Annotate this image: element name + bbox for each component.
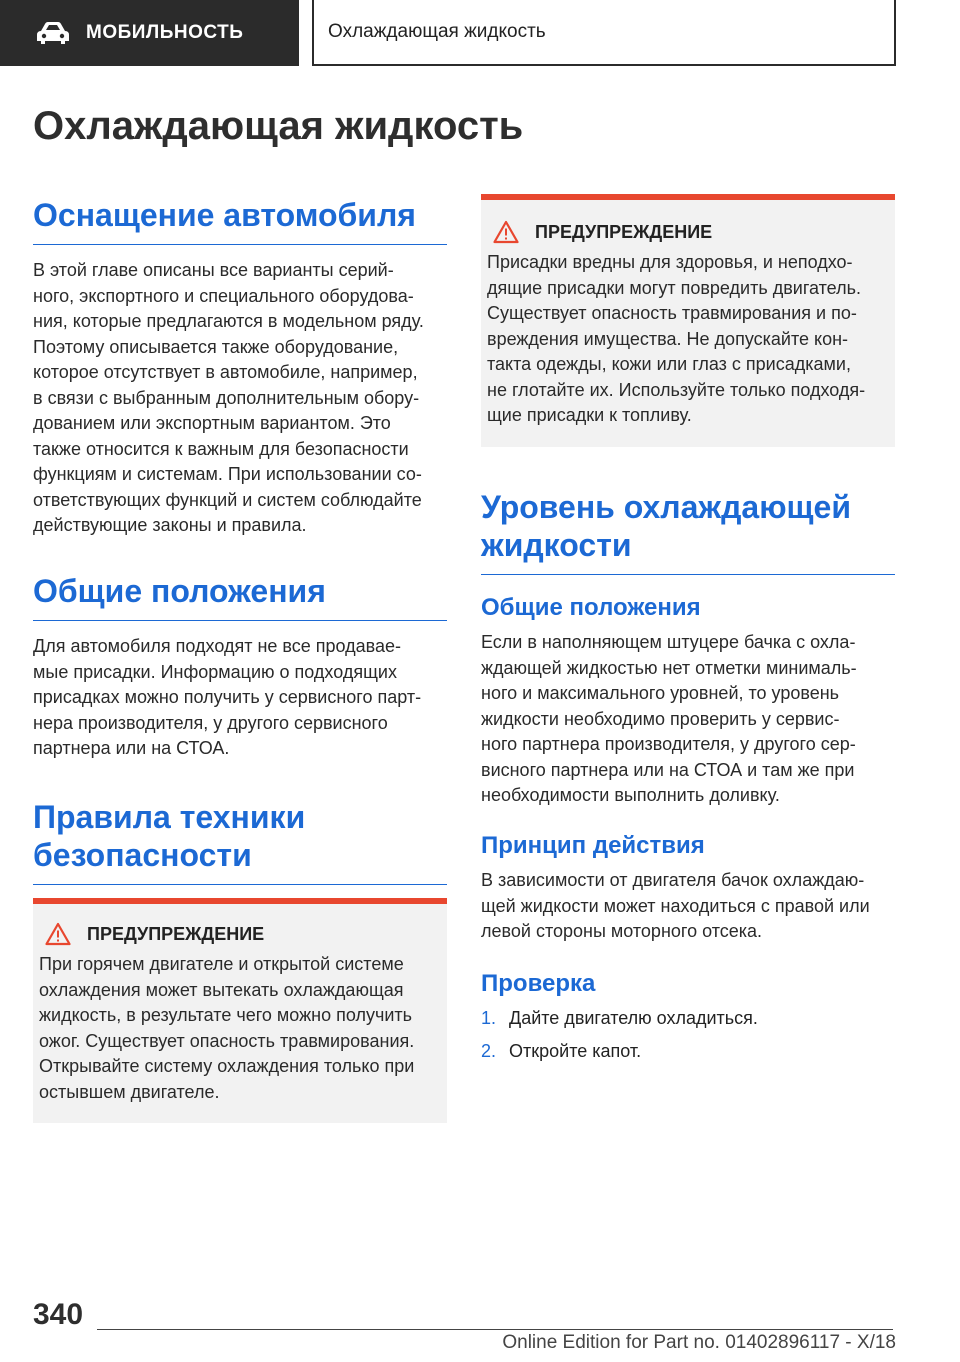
heading-line: безопасности	[33, 837, 252, 873]
text-line: жидкости необходимо проверить у сервис-	[481, 708, 840, 729]
breadcrumb: Охлаждающая жидкость	[312, 0, 896, 66]
warning-box-hot-engine	[33, 898, 447, 1123]
text-line: жидкость, в результате чего можно получить	[39, 1005, 413, 1025]
text-line: ного и максимального уровней, то уровень	[481, 683, 840, 703]
heading-check: Проверка	[481, 970, 596, 997]
text-line: дящие присадки могут повредить двигатель.	[487, 277, 861, 298]
text-line: щей жидкости может находиться с правой или	[481, 895, 870, 916]
text-line: Поэтому описывается также оборудование,	[33, 336, 399, 357]
heading-general-left: Общие положения	[33, 572, 447, 621]
text-line: такта одежды, кожи или глаз с присадками,	[487, 354, 851, 374]
text-line: При горячем двигателе и открытой системе	[39, 954, 404, 974]
warning-header	[39, 922, 439, 946]
text-line: Присадки вредны для здоровья, и неподхо-	[487, 252, 853, 272]
text-line: Существует опасность травмирования и по-	[487, 303, 857, 323]
text-line: ного, экспортного и специального оборудова-	[33, 285, 414, 306]
heading-line: Правила техники	[33, 799, 306, 835]
warning-title: ПРЕДУПРЕЖДЕНИЕ	[535, 221, 713, 242]
heading-safety	[33, 798, 447, 885]
text-line: левой стороны моторного отсека.	[481, 921, 763, 941]
text-line: не глотайте их. Используйте только подходя-	[487, 379, 866, 400]
heading-equipment: Оснащение автомобиля	[33, 196, 447, 245]
text-line: ния, которые предлагаются в модельном ряду.	[33, 311, 424, 331]
text-line: щие присадки к топливу.	[487, 405, 692, 425]
warning-header	[487, 220, 887, 244]
step-text: Откройте капот.	[509, 1040, 642, 1061]
warning-box-additives	[481, 194, 895, 447]
text-line: функциям и системам. При использовании со-	[33, 464, 422, 484]
text-line: в связи с выбранным дополнительным обору-	[33, 387, 420, 408]
heading-principle: Принцип действия	[481, 832, 705, 859]
step-number: 1.	[481, 1008, 497, 1028]
list-item	[481, 1039, 895, 1065]
warning-text	[487, 250, 887, 429]
step-number: 2.	[481, 1040, 497, 1061]
text-line: Если в наполняющем штуцере бачка с охла-	[481, 632, 856, 652]
step-text: Дайте двигателю охладиться.	[509, 1008, 758, 1028]
text-line: В этой главе описаны все варианты серий-	[33, 260, 394, 280]
text-line: Открывайте систему охлаждения только при	[39, 1056, 415, 1076]
text-line: охлаждения может вытекать охлаждающая	[39, 979, 404, 1000]
warning-triangle-icon	[45, 922, 71, 946]
section-tab-label: МОБИЛЬНОСТЬ	[86, 22, 244, 43]
general-paragraph-left	[33, 634, 447, 762]
text-line: висного партнера или на СТОА и там же при	[481, 759, 855, 780]
general-paragraph-right	[481, 630, 895, 809]
list-item	[481, 1006, 895, 1032]
text-line: вреждения имущества. Не допускайте кон-	[487, 328, 849, 349]
text-line: которое отсутствует в автомобиле, например,	[33, 362, 418, 382]
warning-text	[39, 952, 439, 1105]
text-line: В зависимости от двигателя бачок охлаждаю-	[481, 870, 865, 890]
text-line: мые присадки. Информацию о подходящих	[33, 661, 397, 682]
text-line: партнера или на СТОА.	[33, 738, 230, 758]
text-line: ожог. Существует опасность травмирования.	[39, 1030, 415, 1051]
principle-paragraph	[481, 868, 895, 945]
warning-triangle-icon	[493, 220, 519, 244]
heading-line: Уровень охлаждающей	[481, 489, 851, 525]
text-line: также относится к важным для безопасности	[33, 438, 409, 459]
text-line: необходимости выполнить доливку.	[481, 785, 780, 805]
car-icon	[36, 21, 70, 45]
edition-text: Online Edition for Part no. 01402896117 - X/18	[502, 1332, 896, 1353]
warning-title: ПРЕДУПРЕЖДЕНИЕ	[87, 923, 265, 944]
equipment-paragraph	[33, 258, 447, 539]
text-line: остывшем двигателе.	[39, 1081, 220, 1102]
page-title: Охлаждающая жидкость	[33, 104, 524, 148]
page-number: 340	[33, 1298, 84, 1331]
page-header	[0, 0, 960, 66]
section-tab[interactable]	[0, 0, 299, 66]
check-steps	[481, 1006, 895, 1071]
text-line: дованием или экспортным вариантом. Это	[33, 413, 391, 433]
text-line: действующие законы и правила.	[33, 515, 307, 535]
text-line: ответствующих функций и систем соблюдайте	[33, 489, 422, 510]
text-line: присадках можно получить у сервисного парт-	[33, 687, 422, 707]
text-line: нера производителя, у другого сервисного	[33, 712, 388, 733]
heading-coolant-level	[481, 488, 895, 575]
text-line: ждающей жидкостью нет отметки минималь-	[481, 657, 857, 678]
footer-divider	[97, 1329, 893, 1330]
text-line: Для автомобиля подходят не все продавае-	[33, 636, 402, 656]
text-line: ного партнера производителя, у другого сер-	[481, 734, 856, 754]
heading-line: жидкости	[481, 527, 632, 563]
heading-general-right: Общие положения	[481, 594, 701, 621]
